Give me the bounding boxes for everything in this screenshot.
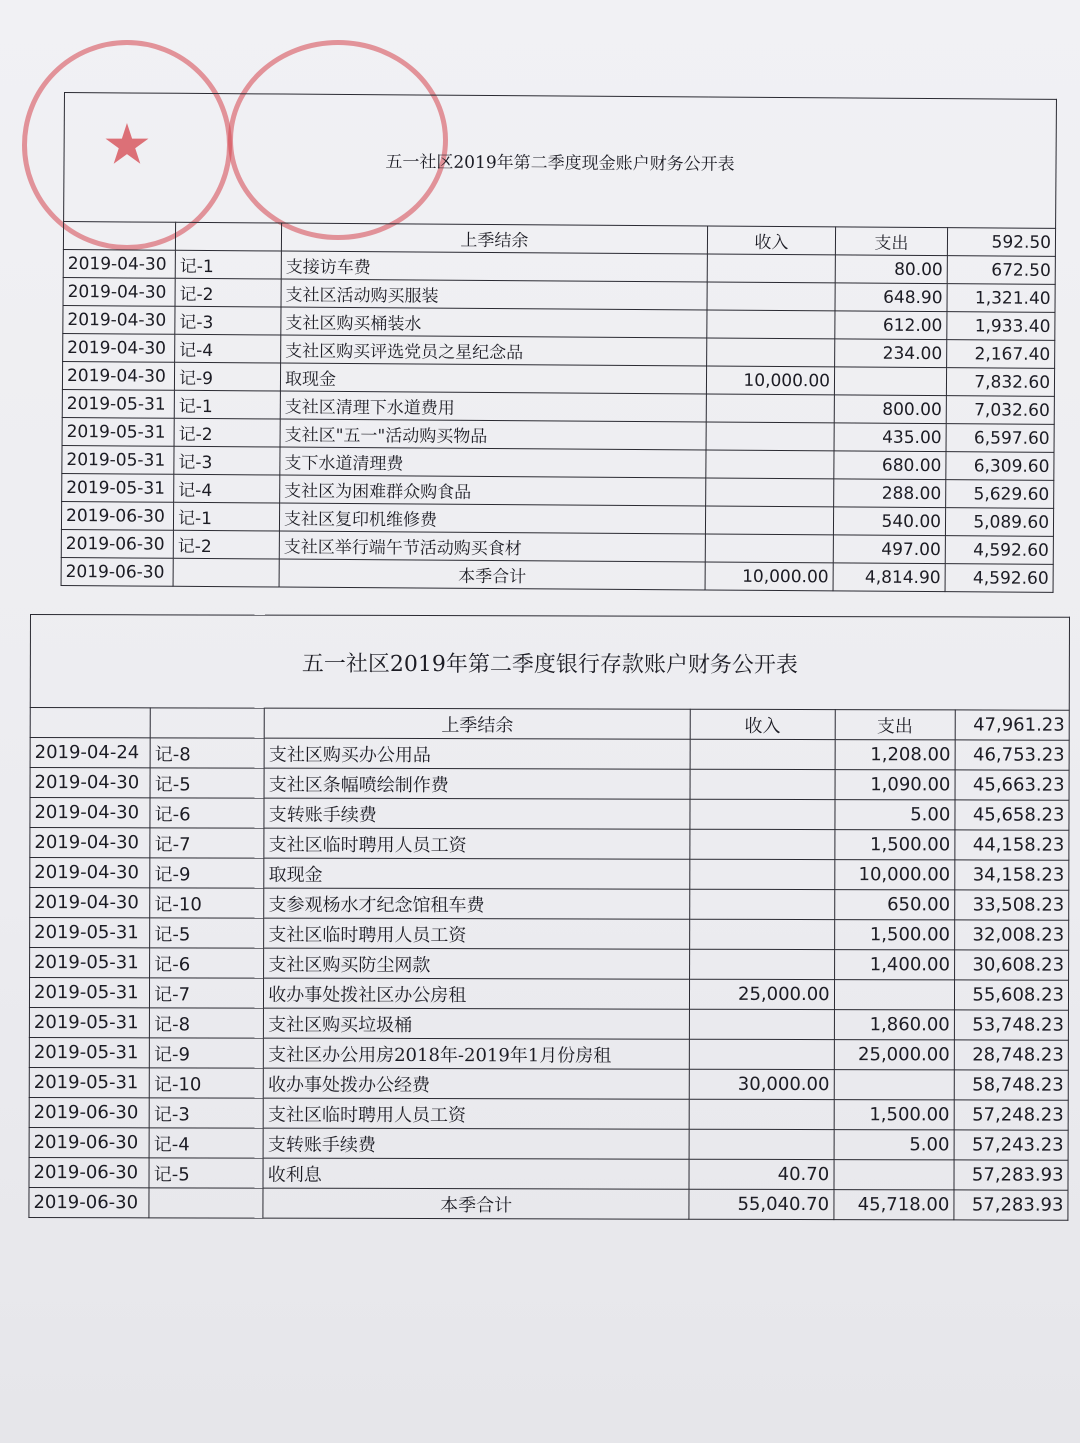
row-date-cell: 2019-05-31	[29, 1007, 149, 1037]
row-income-cell	[690, 859, 835, 889]
row-expense-cell	[834, 1160, 954, 1190]
row-income-cell	[707, 338, 835, 367]
bank-table-row	[29, 1037, 1068, 1070]
row-description-cell: 收办事处拨办公经费	[263, 1068, 689, 1099]
row-description-cell: 支社区购买办公用品	[264, 738, 690, 769]
cash-table-title: 五一社区2019年第二季度现金账户财务公开表	[64, 93, 1057, 229]
total-expense-cell: 4,814.90	[833, 563, 945, 592]
bank-previous-balance-value: 47,961.23	[955, 710, 1069, 740]
row-balance-cell: 44,158.23	[955, 830, 1069, 860]
row-voucher-cell: 记-1	[174, 390, 280, 419]
row-description-cell: 取现金	[264, 858, 690, 889]
row-balance-cell: 1,321.40	[947, 284, 1055, 313]
row-expense-cell: 497.00	[833, 535, 945, 564]
row-expense-cell: 80.00	[835, 255, 947, 284]
bank-account-table	[28, 614, 1070, 1221]
row-voucher-cell: 记-2	[174, 418, 280, 447]
bank-previous-balance-label: 上季结余	[264, 708, 690, 739]
bank-table-row	[30, 738, 1069, 771]
row-date-cell: 2019-04-30	[63, 249, 175, 278]
row-description-cell: 支社区临时聘用人员工资	[263, 1098, 689, 1129]
row-description-cell: 支社区为困难群众购食品	[280, 475, 706, 506]
row-date-cell: 2019-06-30	[29, 1127, 149, 1157]
row-balance-cell: 57,243.23	[954, 1130, 1068, 1160]
row-expense-cell: 1,090.00	[835, 770, 955, 800]
cash-previous-balance-label: 上季结余	[281, 223, 707, 254]
row-date-cell: 2019-04-30	[30, 828, 150, 858]
row-expense-cell: 1,208.00	[835, 740, 955, 770]
row-voucher-cell: 记-3	[149, 1098, 263, 1128]
row-income-cell	[689, 1009, 834, 1039]
row-voucher-cell: 记-2	[173, 530, 279, 559]
row-description-cell: 支社区"五一"活动购买物品	[280, 419, 706, 450]
row-expense-cell: 10,000.00	[834, 860, 954, 890]
row-balance-cell: 7,832.60	[946, 368, 1054, 397]
bank-table-row	[30, 858, 1069, 891]
row-income-cell	[706, 450, 834, 479]
row-expense-cell: 800.00	[834, 395, 946, 424]
row-voucher-cell: 记-6	[150, 798, 264, 828]
total-date-cell: 2019-06-30	[29, 1187, 149, 1217]
row-expense-cell: 1,400.00	[834, 950, 954, 980]
bank-header-row	[30, 708, 1069, 741]
cash-income-header: 收入	[707, 226, 835, 255]
row-balance-cell: 45,658.23	[955, 800, 1069, 830]
row-date-cell: 2019-05-31	[30, 948, 150, 978]
row-description-cell: 收利息	[263, 1158, 689, 1189]
row-income-cell: 30,000.00	[689, 1069, 834, 1099]
row-balance-cell: 53,748.23	[954, 1010, 1068, 1040]
bank-table-row	[29, 1067, 1068, 1100]
total-label-cell: 本季合计	[279, 559, 705, 590]
row-income-cell	[707, 282, 835, 311]
row-description-cell: 支社区清理下水道费用	[280, 391, 706, 422]
row-date-cell: 2019-06-30	[29, 1097, 149, 1127]
header-voucher-cell	[150, 708, 264, 738]
row-description-cell: 支社区活动购买服装	[281, 279, 707, 310]
row-balance-cell: 34,158.23	[955, 860, 1069, 890]
row-voucher-cell: 记-10	[149, 1068, 263, 1098]
row-expense-cell: 540.00	[833, 507, 945, 536]
row-expense-cell: 5.00	[835, 800, 955, 830]
row-date-cell: 2019-04-30	[30, 768, 150, 798]
bank-total-row	[29, 1187, 1068, 1220]
row-voucher-cell: 记-9	[149, 1038, 263, 1068]
row-date-cell: 2019-04-30	[63, 305, 175, 334]
cash-previous-balance-value: 592.50	[947, 228, 1055, 257]
row-date-cell: 2019-05-31	[62, 417, 174, 446]
bank-table-row	[30, 948, 1069, 981]
row-description-cell: 支社区购买评选党员之星纪念品	[281, 335, 707, 366]
row-description-cell: 支参观杨水才纪念馆租车费	[264, 888, 690, 919]
row-voucher-cell: 记-4	[174, 474, 280, 503]
row-voucher-cell: 记-2	[175, 278, 281, 307]
bank-table-row	[30, 768, 1069, 801]
row-voucher-cell: 记-3	[174, 446, 280, 475]
row-voucher-cell: 记-6	[150, 948, 264, 978]
row-voucher-cell: 记-1	[173, 502, 279, 531]
row-income-cell	[690, 919, 835, 949]
row-income-cell	[690, 949, 835, 979]
row-expense-cell: 435.00	[834, 423, 946, 452]
row-date-cell: 2019-05-31	[62, 473, 174, 502]
row-voucher-cell: 记-7	[150, 828, 264, 858]
bank-title-row	[30, 615, 1069, 711]
row-income-cell: 40.70	[689, 1159, 834, 1189]
row-voucher-cell: 记-8	[150, 1008, 264, 1038]
row-voucher-cell: 记-10	[150, 888, 264, 918]
row-description-cell: 支社区办公用房2018年-2019年1月份房租	[264, 1038, 690, 1069]
row-income-cell	[690, 739, 835, 769]
row-description-cell: 支接访车费	[281, 251, 707, 282]
row-balance-cell: 45,663.23	[955, 770, 1069, 800]
row-expense-cell: 648.90	[835, 283, 947, 312]
total-income-cell: 55,040.70	[689, 1189, 834, 1219]
row-expense-cell: 5.00	[834, 1130, 954, 1160]
row-date-cell: 2019-04-30	[30, 798, 150, 828]
row-balance-cell: 57,248.23	[954, 1100, 1068, 1130]
seal-star-icon: ★	[101, 112, 153, 178]
row-expense-cell: 612.00	[835, 311, 947, 340]
row-balance-cell: 32,008.23	[954, 920, 1068, 950]
row-income-cell	[690, 889, 835, 919]
row-expense-cell: 1,860.00	[834, 1010, 954, 1040]
row-voucher-cell: 记-8	[150, 738, 264, 768]
row-expense-cell: 234.00	[835, 339, 947, 368]
total-label-cell: 本季合计	[263, 1188, 689, 1219]
row-voucher-cell: 记-7	[150, 978, 264, 1008]
row-description-cell: 支社区临时聘用人员工资	[264, 828, 690, 859]
row-description-cell: 支社区复印机维修费	[279, 503, 705, 534]
total-balance-cell: 4,592.60	[945, 564, 1053, 593]
row-description-cell: 支社区购买桶装水	[281, 307, 707, 338]
row-description-cell: 取现金	[280, 363, 706, 394]
header-date-cell	[30, 708, 150, 738]
total-date-cell: 2019-06-30	[61, 557, 173, 586]
row-income-cell	[690, 829, 835, 859]
bank-table-row	[29, 1127, 1068, 1160]
row-income-cell: 10,000.00	[706, 366, 834, 395]
row-income-cell	[707, 254, 835, 283]
row-date-cell: 2019-04-30	[62, 361, 174, 390]
row-balance-cell: 4,592.60	[945, 536, 1053, 565]
header-voucher-cell	[175, 222, 281, 251]
total-expense-cell: 45,718.00	[834, 1190, 954, 1220]
bank-income-header: 收入	[690, 709, 835, 739]
row-expense-cell: 680.00	[834, 451, 946, 480]
row-income-cell	[705, 534, 833, 563]
row-income-cell	[705, 506, 833, 535]
row-voucher-cell: 记-3	[175, 306, 281, 335]
row-date-cell: 2019-05-31	[62, 389, 174, 418]
row-voucher-cell: 记-5	[150, 918, 264, 948]
row-date-cell: 2019-05-31	[29, 978, 149, 1008]
row-expense-cell: 1,500.00	[835, 830, 955, 860]
row-balance-cell: 28,748.23	[954, 1040, 1068, 1070]
row-date-cell: 2019-06-30	[61, 529, 173, 558]
row-date-cell: 2019-04-30	[30, 888, 150, 918]
row-description-cell: 收办事处拨社区办公房租	[264, 978, 690, 1009]
bank-table-title: 五一社区2019年第二季度银行存款账户财务公开表	[30, 615, 1069, 711]
row-expense-cell	[834, 980, 954, 1010]
row-expense-cell	[834, 367, 946, 396]
row-expense-cell: 1,500.00	[834, 920, 954, 950]
row-income-cell	[689, 1099, 834, 1129]
row-balance-cell: 30,608.23	[954, 950, 1068, 980]
row-date-cell: 2019-06-30	[61, 501, 173, 530]
row-balance-cell: 5,089.60	[945, 508, 1053, 537]
row-income-cell	[690, 769, 835, 799]
row-date-cell: 2019-06-30	[29, 1157, 149, 1187]
row-income-cell	[706, 422, 834, 451]
row-balance-cell: 6,309.60	[946, 452, 1054, 481]
row-balance-cell: 672.50	[947, 256, 1055, 285]
row-voucher-cell: 记-4	[175, 334, 281, 363]
row-balance-cell: 57,283.93	[954, 1160, 1068, 1190]
bank-table-row	[29, 1097, 1068, 1130]
bank-table-row	[30, 888, 1069, 921]
row-balance-cell: 6,597.60	[946, 424, 1054, 453]
bank-table-row	[30, 828, 1069, 861]
row-voucher-cell: 记-5	[149, 1158, 263, 1188]
row-balance-cell: 1,933.40	[947, 312, 1055, 341]
row-date-cell: 2019-05-31	[30, 918, 150, 948]
row-balance-cell: 33,508.23	[955, 890, 1069, 920]
row-date-cell: 2019-05-31	[29, 1067, 149, 1097]
row-income-cell	[707, 310, 835, 339]
row-description-cell: 支社区购买防尘网款	[264, 948, 690, 979]
row-date-cell: 2019-04-30	[63, 333, 175, 362]
row-description-cell: 支下水道清理费	[280, 447, 706, 478]
row-description-cell: 支社区条幅喷绘制作费	[264, 768, 690, 799]
row-expense-cell: 288.00	[834, 479, 946, 508]
total-voucher-cell	[173, 558, 279, 587]
bank-table-row	[30, 798, 1069, 831]
bank-table-row	[29, 1157, 1068, 1190]
row-voucher-cell: 记-9	[174, 362, 280, 391]
cash-account-table	[61, 92, 1057, 593]
bank-table-row	[30, 918, 1069, 951]
row-expense-cell: 650.00	[834, 890, 954, 920]
row-income-cell	[689, 1039, 834, 1069]
row-income-cell	[706, 478, 834, 507]
row-balance-cell: 2,167.40	[947, 340, 1055, 369]
cash-expense-header: 支出	[835, 227, 947, 256]
row-description-cell: 支社区购买垃圾桶	[264, 1008, 690, 1039]
bank-expense-header: 支出	[835, 710, 955, 740]
row-income-cell	[690, 799, 835, 829]
row-income-cell	[689, 1129, 834, 1159]
row-voucher-cell: 记-1	[175, 250, 281, 279]
row-expense-cell	[834, 1070, 954, 1100]
total-income-cell: 10,000.00	[705, 562, 833, 591]
row-date-cell: 2019-04-24	[30, 738, 150, 768]
row-date-cell: 2019-04-30	[30, 858, 150, 888]
total-voucher-cell	[149, 1188, 263, 1218]
row-balance-cell: 7,032.60	[946, 396, 1054, 425]
row-description-cell: 支社区临时聘用人员工资	[264, 918, 690, 949]
bank-table-row	[29, 1007, 1068, 1040]
row-voucher-cell: 记-9	[150, 858, 264, 888]
header-date-cell	[63, 222, 175, 251]
row-balance-cell: 46,753.23	[955, 740, 1069, 770]
row-balance-cell: 55,608.23	[954, 980, 1068, 1010]
cash-title-row	[64, 93, 1057, 229]
row-income-cell	[706, 394, 834, 423]
row-voucher-cell: 记-4	[149, 1128, 263, 1158]
row-date-cell: 2019-05-31	[29, 1037, 149, 1067]
row-income-cell: 25,000.00	[689, 979, 834, 1009]
row-date-cell: 2019-05-31	[62, 445, 174, 474]
row-date-cell: 2019-04-30	[63, 277, 175, 306]
total-balance-cell: 57,283.93	[954, 1190, 1068, 1220]
row-balance-cell: 5,629.60	[946, 480, 1054, 509]
row-description-cell: 支转账手续费	[264, 798, 690, 829]
row-expense-cell: 25,000.00	[834, 1040, 954, 1070]
row-voucher-cell: 记-5	[150, 768, 264, 798]
row-description-cell: 支社区举行端午节活动购买食材	[279, 531, 705, 562]
row-description-cell: 支转账手续费	[263, 1128, 689, 1159]
bank-table-row	[29, 978, 1068, 1011]
row-balance-cell: 58,748.23	[954, 1070, 1068, 1100]
row-expense-cell: 1,500.00	[834, 1100, 954, 1130]
